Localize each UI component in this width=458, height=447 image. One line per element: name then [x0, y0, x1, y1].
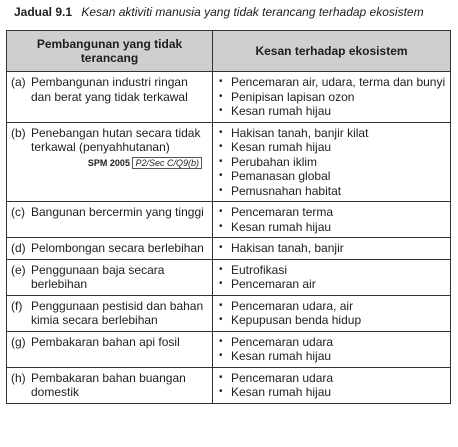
activity-cell	[7, 331, 213, 367]
effect-item: • Kesan rumah hijau	[217, 349, 446, 364]
activity-wrapper	[11, 371, 208, 400]
activity-label: Pelombongan secara berlebihan	[31, 241, 204, 255]
effects-cell	[213, 72, 451, 123]
header-activity: Pembangunan yang tidak terancang	[7, 31, 213, 72]
effect-item: • Pencemaran air, udara, terma dan bunyi	[217, 75, 446, 90]
table-number: Jadual 9.1	[14, 5, 73, 19]
effect-item: • Pencemaran udara	[217, 335, 446, 350]
effects-cell	[213, 367, 451, 403]
activity-text	[31, 371, 208, 400]
activity-cell	[7, 295, 213, 331]
activity-cell	[7, 202, 213, 238]
activity-wrapper	[11, 241, 208, 256]
effect-item: • Kepupusan benda hidup	[217, 313, 446, 328]
effect-item: • Hakisan tanah, banjir	[217, 241, 446, 256]
effect-item: • Eutrofikasi	[217, 263, 446, 278]
effect-item: • Pencemaran terma	[217, 205, 446, 220]
effects-list	[217, 241, 446, 256]
table-title: Kesan aktiviti manusia yang tidak terancang terhadap ekosistem	[81, 5, 424, 19]
activity-text	[31, 335, 208, 350]
header-row	[7, 31, 451, 72]
activity-wrapper	[11, 205, 208, 220]
effect-item: • Hakisan tanah, banjir kilat	[217, 126, 446, 141]
effect-item: • Pencemaran air	[217, 277, 446, 292]
table-row	[7, 122, 451, 202]
activity-label: Pembakaran bahan api fosil	[31, 334, 180, 349]
effects-list	[217, 75, 446, 119]
effects-list	[217, 126, 446, 199]
table-row	[7, 202, 451, 238]
effect-item: • Pencemaran udara, air	[217, 299, 446, 314]
impact-table	[6, 30, 451, 404]
effect-item: • Kesan rumah hijau	[217, 140, 446, 155]
effects-cell	[213, 122, 451, 202]
activity-wrapper	[11, 126, 208, 171]
exam-reference-code: P2/Sec C/Q9(b)	[135, 157, 199, 168]
effects-list	[217, 299, 446, 328]
row-letter: (h)	[11, 370, 26, 385]
effect-item: • Pemanasan global	[217, 169, 446, 184]
effects-cell	[213, 238, 451, 260]
row-letter: (a)	[11, 75, 26, 89]
row-letter: (d)	[11, 241, 26, 255]
effect-item: • Pemusnahan habitat	[217, 184, 446, 199]
activity-text	[31, 126, 208, 171]
effect-item: • Kesan rumah hijau	[217, 104, 446, 119]
activity-label: Bangunan bercermin yang tinggi	[31, 205, 204, 219]
row-letter: (b)	[11, 125, 26, 140]
row-letter: (g)	[11, 334, 26, 349]
table-row	[7, 331, 451, 367]
activity-cell	[7, 259, 213, 295]
activity-text	[31, 75, 208, 104]
effect-item: • Kesan rumah hijau	[217, 385, 446, 400]
activity-text	[31, 299, 208, 328]
effect-item: • Penipisan lapisan ozon	[217, 90, 446, 105]
activity-cell	[7, 238, 213, 260]
table-caption	[14, 5, 424, 19]
table-row	[7, 295, 451, 331]
activity-label: Pembangunan industri ringan dan berat yang tidak terkawal	[31, 75, 188, 104]
activity-label: Penggunaan pestisid dan bahan kimia secara berlebihan	[31, 298, 204, 327]
activity-wrapper	[11, 299, 208, 328]
activity-wrapper	[11, 335, 208, 350]
activity-wrapper	[11, 75, 208, 104]
activity-text	[31, 241, 208, 256]
activity-wrapper	[11, 263, 208, 292]
effects-list	[217, 205, 446, 234]
row-letter: (f)	[11, 298, 23, 313]
effects-cell	[213, 202, 451, 238]
exam-reference-code-box	[132, 157, 202, 169]
row-letter: (e)	[11, 262, 26, 277]
table-row	[7, 259, 451, 295]
effects-cell	[213, 259, 451, 295]
activity-cell	[7, 367, 213, 403]
effects-cell	[213, 331, 451, 367]
activity-text	[31, 205, 208, 220]
exam-reference-year: SPM 2005	[87, 157, 130, 168]
effects-list	[217, 371, 446, 400]
table-row	[7, 367, 451, 403]
row-letter: (c)	[11, 205, 25, 219]
exam-reference	[31, 156, 208, 171]
activity-label: Penggunaan baja secara berlebihan	[31, 262, 165, 291]
effect-item: • Perubahan iklim	[217, 155, 446, 170]
effects-list	[217, 263, 446, 292]
activity-text	[31, 263, 208, 292]
effect-item: • Pencemaran udara	[217, 371, 446, 386]
activity-label: Penebangan hutan secara tidak terkawal (penyahhutanan)	[31, 125, 201, 154]
activity-cell	[7, 122, 213, 202]
table-row	[7, 72, 451, 123]
activity-cell	[7, 72, 213, 123]
header-effect: Kesan terhadap ekosistem	[213, 31, 451, 72]
effects-list	[217, 335, 446, 364]
activity-label: Pembakaran bahan buangan domestik	[31, 370, 186, 399]
table-row	[7, 238, 451, 260]
effects-cell	[213, 295, 451, 331]
effect-item: • Kesan rumah hijau	[217, 220, 446, 235]
